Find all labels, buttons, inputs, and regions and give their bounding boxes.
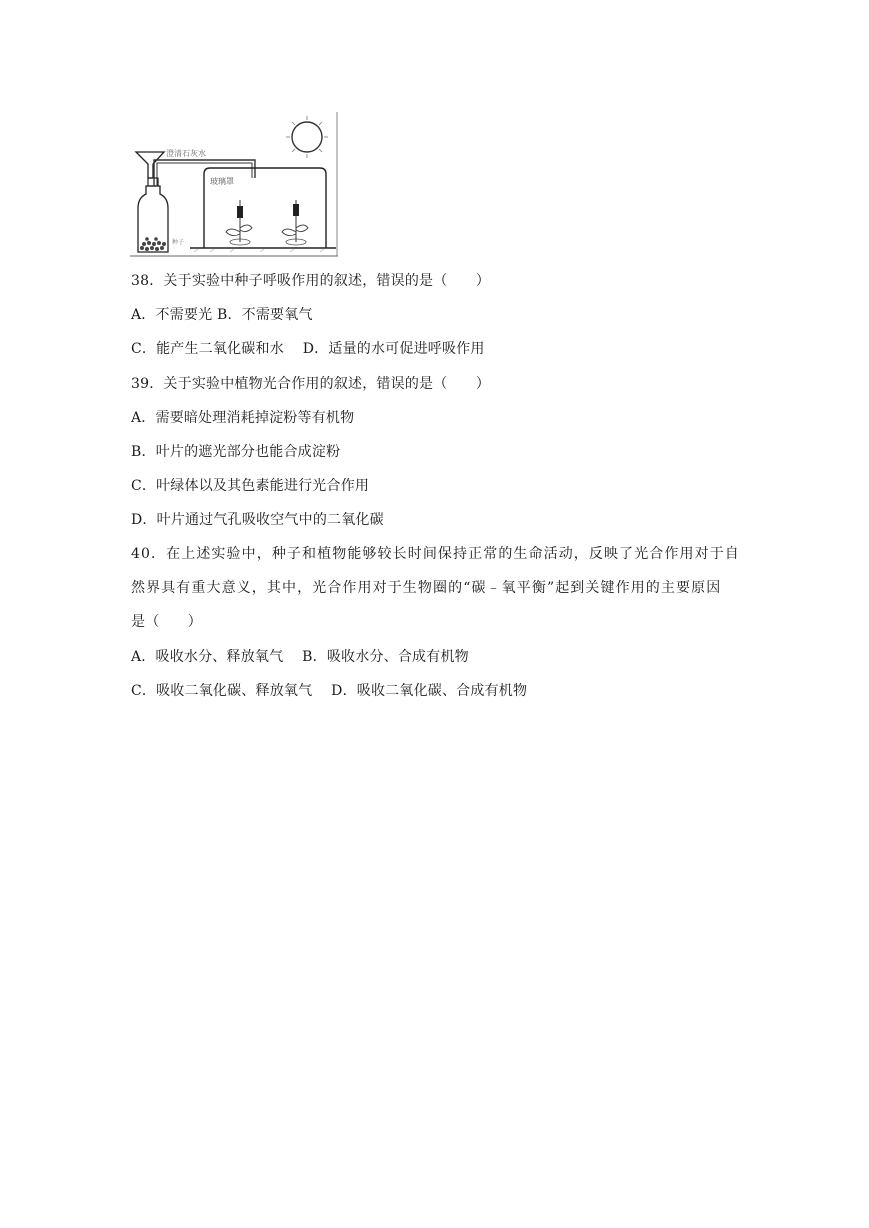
seed-label: 种子: [172, 239, 185, 246]
question-38-options-ab: A．不需要光 B．不需要氧气: [131, 307, 313, 323]
funnel-label: 澄清石灰水: [166, 149, 206, 158]
potted-plant-icon: [226, 200, 252, 245]
cover-label: 玻璃罩: [210, 177, 234, 186]
question-40-stem-line-2: 然界具有重大意义，其中，光合作用对于生物圈的“碳﹣氧平衡”起到关键作用的主要原因: [131, 580, 722, 596]
sun-icon: [286, 116, 328, 158]
experiment-figure: [130, 112, 338, 258]
question-40-stem-line-1: 40．在上述实验中，种子和植物能够较长时间保持正常的生命活动，反映了光合作用对于自: [131, 546, 740, 562]
funnel-icon: [136, 152, 164, 178]
question-39-option-b: B．叶片的遮光部分也能合成淀粉: [131, 444, 341, 460]
potted-plant-icon: [282, 200, 308, 245]
apparatus-illustration: [130, 112, 338, 258]
question-40-options-ab: A．吸收水分、释放氧气 B．吸收水分、合成有机物: [131, 649, 469, 665]
question-38-stem: 38．关于实验中种子呼吸作用的叙述，错误的是（ ）: [131, 273, 491, 289]
question-40-options-cd: C．吸收二氧化碳、释放氧气 D．吸收二氧化碳、合成有机物: [131, 683, 528, 699]
seed-bottle: [138, 178, 168, 252]
question-39-option-d: D．叶片通过气孔吸收空气中的二氧化碳: [131, 512, 384, 528]
question-40-stem-line-3: 是（ ）: [131, 614, 202, 630]
question-39-option-c: C．叶绿体以及其色素能进行光合作用: [131, 478, 370, 494]
question-38-options-cd: C．能产生二氧化碳和水 D．适量的水可促进呼吸作用: [131, 341, 485, 357]
question-39-option-a: A．需要暗处理消耗掉淀粉等有机物: [131, 410, 355, 426]
question-39-stem: 39．关于实验中植物光合作用的叙述，错误的是（ ）: [131, 376, 491, 392]
